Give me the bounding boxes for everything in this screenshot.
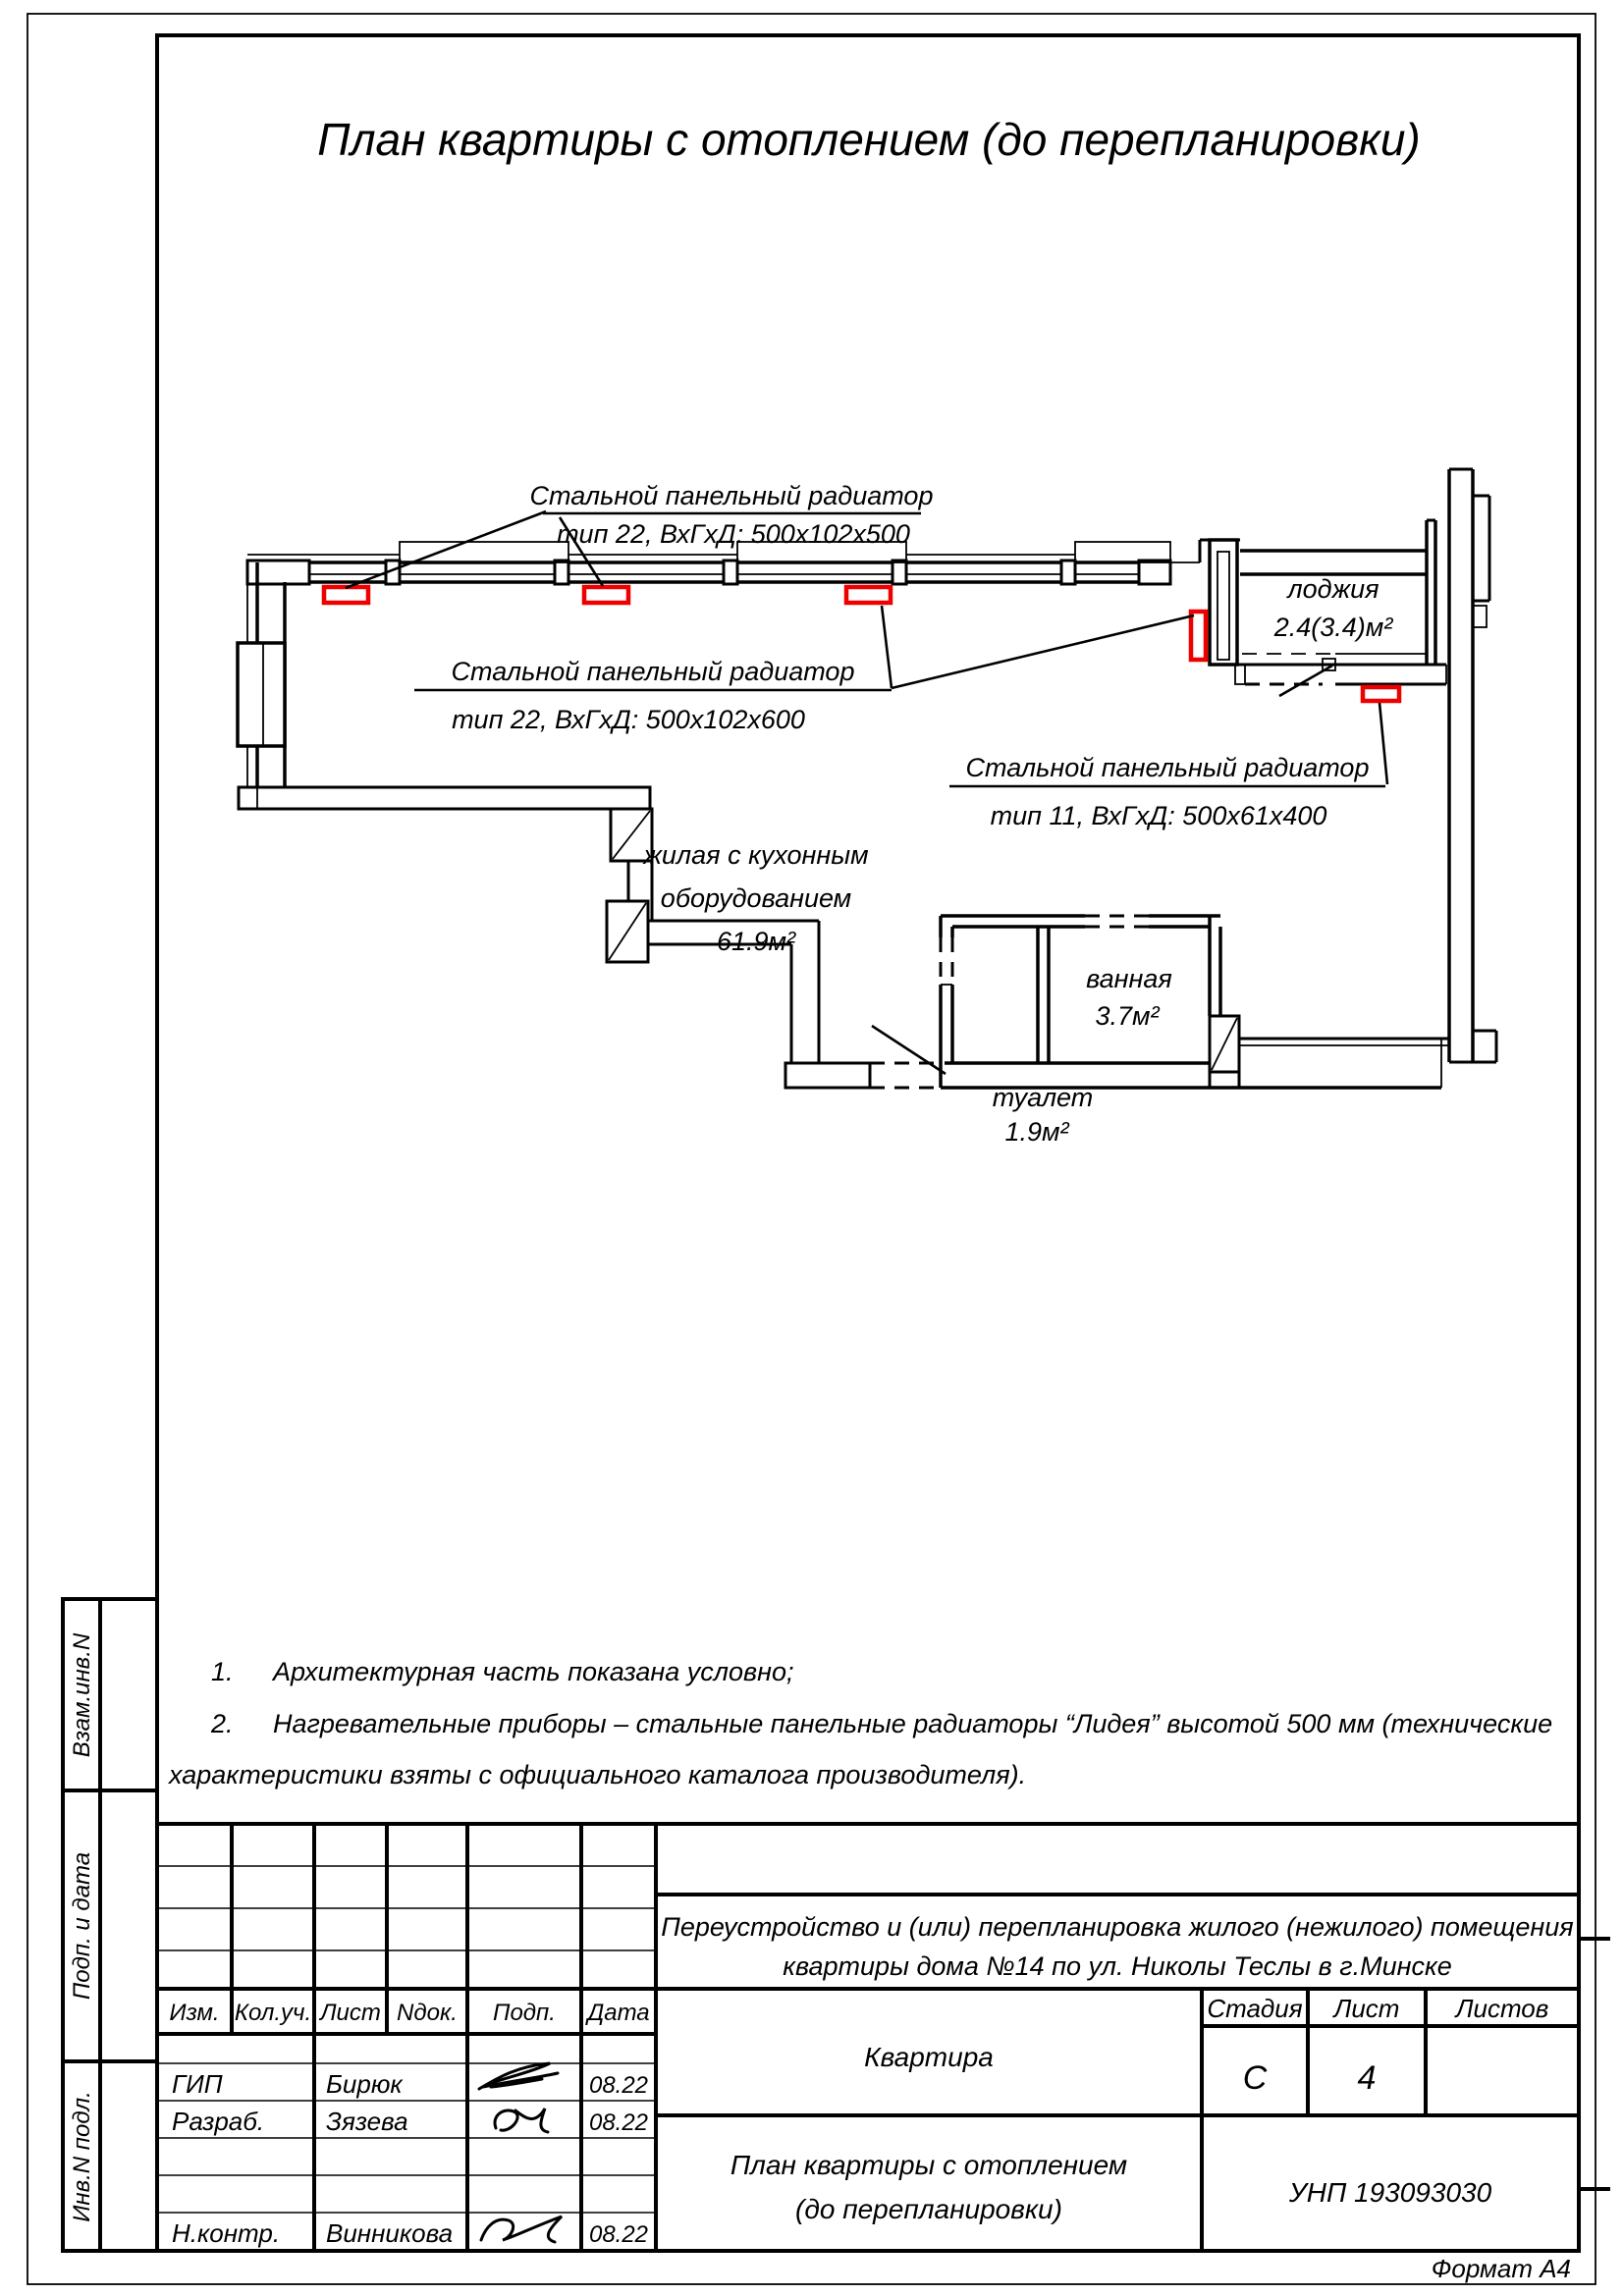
room-area-loggia: 2.4(3.4)м² xyxy=(1273,613,1393,642)
col-koluch: Кол.уч. xyxy=(234,2000,312,2026)
callout-title: Стальной панельный радиатор xyxy=(965,753,1370,782)
role: Н.контр. xyxy=(172,2218,281,2248)
room-area-bath: 3.7м² xyxy=(1095,1001,1160,1031)
radiator-callout-right xyxy=(949,753,1385,830)
room-name-loggia: лоджия xyxy=(1287,574,1380,604)
revision-header xyxy=(169,2000,649,2026)
signature xyxy=(479,2063,558,2089)
bottom-left-structure xyxy=(239,787,946,1088)
radiator-callout-top xyxy=(530,481,934,549)
note-text: характеристики взяты с официального каталога производителя). xyxy=(169,1760,1027,1789)
person-name: Винникова xyxy=(326,2218,454,2248)
signature xyxy=(481,2216,562,2242)
signature xyxy=(495,2109,548,2132)
loggia-door-swing xyxy=(1279,666,1332,696)
col-list: Лист xyxy=(320,2000,381,2026)
note-number: 1. xyxy=(211,1657,234,1686)
sheet-label: Лист xyxy=(1333,1994,1400,2023)
notes xyxy=(167,1657,1552,1789)
door-swing xyxy=(872,1026,946,1074)
right-exterior-wall xyxy=(1449,469,1496,1062)
stamp-vzam: Взам.инв.N xyxy=(69,1632,95,1758)
radiator-marker-4 xyxy=(1191,612,1206,660)
room-name-living-1: жилая с кухонным xyxy=(643,840,869,870)
stage-value: С xyxy=(1242,2059,1268,2097)
sign-date: 08.22 xyxy=(588,2072,649,2099)
callout-title: Стальной панельный радиатор xyxy=(451,657,855,686)
sheet-value: 4 xyxy=(1357,2059,1377,2097)
loggia xyxy=(1170,520,1446,696)
callout-spec: тип 22, ВхГхД: 500х102х600 xyxy=(452,705,805,734)
left-wall xyxy=(238,562,285,787)
note-number: 2. xyxy=(211,1709,234,1738)
doc-title-line-2: (до перепланировки) xyxy=(795,2194,1062,2224)
page-title: План квартиры с отоплением (до перепланировки) xyxy=(317,114,1421,165)
stamp-inv-podl: Инв.N подл. xyxy=(69,2091,95,2222)
col-izm: Изм. xyxy=(169,2000,220,2026)
col-data: Дата xyxy=(587,2000,650,2026)
radiator-marker-3 xyxy=(846,587,891,603)
room-name-toilet: туалет xyxy=(992,1083,1094,1112)
note-text: Нагревательные приборы – стальные панельные радиаторы “Лидея” высотой 500 мм (технические xyxy=(273,1709,1553,1738)
callout-spec: тип 11, ВхГхД: 500х61х400 xyxy=(990,801,1327,830)
sheets-label: Листов xyxy=(1455,1994,1549,2023)
unp-number: УНП 193093030 xyxy=(1288,2177,1492,2208)
sign-date: 08.22 xyxy=(588,2109,649,2136)
radiator-callout-middle xyxy=(414,657,892,734)
stage-label: Стадия xyxy=(1207,1994,1303,2023)
person-name: Бирюк xyxy=(326,2069,403,2099)
room-area-toilet: 1.9м² xyxy=(1004,1117,1069,1147)
margin-stamp-column xyxy=(63,1599,157,2251)
radiator-marker-5 xyxy=(1363,687,1399,701)
project-line-2: квартиры дома №14 по ул. Николы Теслы в г.Минске xyxy=(783,1951,1452,1981)
doc-title-line-1: План квартиры с отоплением xyxy=(730,2150,1128,2180)
floor-plan xyxy=(238,469,1496,1147)
document-title-cell xyxy=(730,2150,1492,2224)
stamp-podp-data: Подп. и дата xyxy=(69,1851,95,2001)
col-podp: Подп. xyxy=(493,2000,556,2026)
role: Разраб. xyxy=(172,2107,265,2136)
project-line-1: Переустройство и (или) перепланировка жилого (нежилого) помещения xyxy=(661,1912,1574,1942)
room-name-bath: ванная xyxy=(1086,964,1172,993)
object-name: Квартира xyxy=(864,2042,994,2072)
object-stage-sheet xyxy=(864,1994,1548,2097)
sign-date: 08.22 xyxy=(588,2221,649,2248)
title-block xyxy=(157,1824,1579,2251)
radiator-marker-1 xyxy=(324,587,368,603)
radiator-marker-2 xyxy=(584,587,628,603)
sheet-borders xyxy=(27,14,1610,2284)
project-description xyxy=(661,1912,1573,1981)
person-name: Зязева xyxy=(326,2107,408,2136)
role: ГИП xyxy=(172,2069,223,2099)
callout-title: Стальной панельный радиатор xyxy=(529,481,934,510)
col-ndok: Nдок. xyxy=(397,2000,458,2026)
sanitary-block xyxy=(941,916,1449,1088)
callout-spec: тип 22, ВхГхД: 500х102х500 xyxy=(557,519,910,549)
left-window xyxy=(238,643,285,746)
room-area-living: 61.9м² xyxy=(716,927,796,956)
room-name-living-2: оборудованием xyxy=(660,883,852,913)
note-text: Архитектурная часть показана условно; xyxy=(273,1657,794,1686)
loggia-column xyxy=(1210,540,1237,665)
format-label: Формат А4 xyxy=(1431,2254,1571,2283)
signature-rows xyxy=(172,2063,648,2248)
